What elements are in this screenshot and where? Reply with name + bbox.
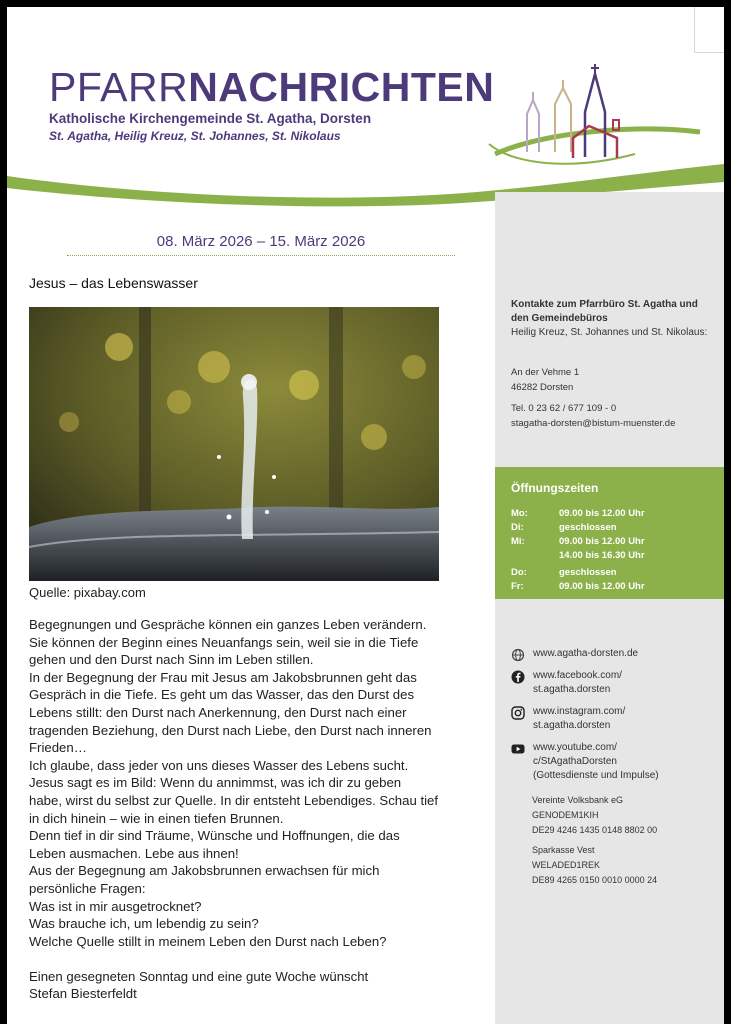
body-line: in dich hinein – wie in einen tiefen Brunnen. bbox=[29, 810, 284, 826]
globe-icon bbox=[511, 648, 525, 662]
body-line: Ich glaube, dass jeder von uns dieses Wasser des Lebens sucht. bbox=[29, 757, 409, 773]
bank-name: Sparkasse Vest bbox=[532, 845, 595, 855]
address-street: An der Vehme 1 bbox=[511, 367, 580, 378]
body-line: In der Begegnung der Frau mit Jesus am Jakobsbrunnen geht das bbox=[29, 669, 417, 685]
title-bold: NACHRICHTEN bbox=[188, 64, 495, 110]
title-thin: PFARR bbox=[49, 64, 189, 110]
facebook-icon bbox=[511, 670, 525, 684]
opening-hours-box bbox=[495, 467, 724, 599]
phone-number: Tel. 0 23 62 / 677 109 - 0 bbox=[511, 403, 617, 414]
body-line: tragenden Beziehung, den Durst nach Liebe, den Durst nach inneren bbox=[29, 722, 432, 738]
body-line: Begegnungen und Gespräche können ein ganzes Leben verändern. bbox=[29, 617, 427, 632]
hours-row: Mo: 09.00 bis 12.00 Uhr bbox=[511, 508, 645, 519]
body-line: Lebens stillt: den Durst nach Anerkennung, den Durst nach einer bbox=[29, 704, 407, 720]
hours-row: Fr: 09.00 bis 12.00 Uhr bbox=[511, 581, 645, 592]
bank-name: Vereinte Volksbank eG bbox=[532, 795, 624, 805]
hours-row: Di: geschlossen bbox=[511, 522, 617, 533]
article-body bbox=[29, 616, 489, 1003]
instagram-icon bbox=[511, 706, 525, 720]
page-corner-box bbox=[694, 7, 724, 53]
email-link[interactable]: stagatha-dorsten@bistum-muenster.de bbox=[511, 418, 676, 429]
photo-caption: Quelle: pixabay.com bbox=[29, 585, 146, 600]
youtube-icon bbox=[511, 742, 525, 756]
body-line: Frieden… bbox=[29, 740, 87, 756]
body-line: Aus der Begegnung am Jakobsbrunnen erwachsen für mich bbox=[29, 863, 380, 879]
contact-subtitle: Heilig Kreuz, St. Johannes und St. Nikolaus: bbox=[511, 327, 708, 338]
bank-iban: DE29 4246 1435 0148 8802 00 bbox=[532, 825, 658, 835]
article-heading: Jesus – das Lebenswasser bbox=[29, 275, 198, 291]
body-line: gehen und den Durst nach Sinn im Leben stillen. bbox=[29, 652, 314, 668]
hours-row: 14.00 bis 16.30 Uhr bbox=[559, 550, 645, 561]
bank-bic: WELADED1REK bbox=[532, 860, 601, 870]
body-line: Denn tief in dir sind Träume, Wünsche und Hoffnungen, die das bbox=[29, 828, 400, 844]
closing-line: Einen gesegneten Sonntag und eine gute Woche wünscht bbox=[29, 968, 369, 984]
bank-account-2 bbox=[532, 843, 657, 888]
bank-account-1 bbox=[532, 793, 657, 838]
body-line: Gespräch in die Tiefe. Es geht um das Wasser, das den Durst des bbox=[29, 687, 415, 703]
body-line: Was ist in mir ausgetrocknet? bbox=[29, 898, 202, 914]
hours-row: Do: geschlossen bbox=[511, 567, 617, 578]
body-line: Sie können der Beginn eines Neuanfangs sein, weil sie in die Tiefe bbox=[29, 634, 419, 650]
parish-list: St. Agatha, Heilig Kreuz, St. Johannes, St. Nikolaus bbox=[49, 129, 341, 143]
body-line: persönliche Fragen: bbox=[29, 880, 146, 896]
date-range: 08. März 2026 – 15. März 2026 bbox=[67, 233, 455, 256]
parish-subtitle: Katholische Kirchengemeinde St. Agatha, Dorsten bbox=[49, 111, 372, 126]
hours-row: Mi: 09.00 bis 12.00 Uhr bbox=[511, 536, 645, 547]
contact-title: Kontakte zum Pfarrbüro St. Agatha und den Gemeindebüros bbox=[511, 299, 698, 324]
newsletter-title bbox=[49, 64, 495, 110]
body-line: habe, wirst du selbst zur Quelle. In dir entsteht Lebendiges. Schau tief bbox=[29, 792, 439, 808]
bank-iban: DE89 4265 0150 0010 0000 24 bbox=[532, 875, 658, 885]
address-block bbox=[511, 365, 721, 431]
body-line: Jesus sagt es im Bild: Wenn du annimmst, was ich dir zu geben bbox=[29, 775, 402, 791]
body-line: Leben ausmachen. Lebe aus ihnen! bbox=[29, 845, 239, 861]
bank-bic: GENODEM1KIH bbox=[532, 810, 599, 820]
author-name: Stefan Biesterfeldt bbox=[29, 986, 137, 1002]
bulletin-page: PFARRNACHRICHTEN Katholische Kirchengemeinde St. Agatha, Dorsten St. Agatha, Heilig Kreuz, St. Johannes, St. Nikolaus 08. März 2026 – 15. März 2026 Jesus – das Lebenswasser Quelle: pixabay.com Begegnungen und Gespräche können ein ganzes Leben verändern. Sie können der Beginn eines Neuanfangs sein, weil sie in die Tiefe gehen und den Durst nach Sinn im Leben stillen. In der Begegnung der Frau mit Jesus am Jakobsbrunnen geht das Gespräch in die Tiefe. Es geht um das Wasser, das den Durst des Lebens stillt: den Durst nach Anerkennung, den Durst nach einer tragenden Beziehung, den Durst nach Liebe, den Durst nach inneren Frieden… Ich glaube, dass jeder von uns dieses Wasser des Lebens sucht. Jesus sagt es im Bild: Wenn du annimmst, was ich dir zu geben habe, wirst du selbst zur Quelle. In dir entsteht Lebendiges. Schau tief in dich hinein – wie in einen tiefen Brunnen. Denn tief in dir sind Träume, Wünsche und Hoffnungen, die das Leben ausmachen. Lebe aus ihnen! Aus der Begegnung am Jakobsbrunnen erwachsen für mich persönliche Fragen: Was ist in mir ausgetrocknet? Was brauche ich, um lebendig zu sein? Welche Quelle stillt in meinem Leben den Durst nach Leben? Einen gesegneten Sonntag und eine gute Woche wünscht Stefan Biesterfeldt Kontakte zum Pfarrbüro St. Agatha und den Gemeindebüros Heilig Kreuz, St. Johannes und St. Nikolaus: An der Vehme 1 46282 Dorsten Tel. 0 23 62 / 677 109 - 0 stagatha-dorsten@bistum-muenster.de Öffnungszeiten Mo: 09.00 bis 12.00 Uhr Di: geschlossen Mi: 09.00 bis 12.00 Uhr 14.00 bis 16.30 Uhr Do: geschlossen Fr: 09.00 bis 12.00 Uhr www.agatha-dorsten.de www.facebook.com/ st.agatha.dorsten www.instagram.com/ st.agatha.dorsten www.youtube.com/ c/StAgathaDorsten (Gottesdienste und Impulse) Vereinte Volksbank eG GENODEM1KIH DE29 4246 1435 0148 8802 00 Sparkasse Vest WELADED1REK DE89 4265 0150 0010 0000 24 bbox=[7, 7, 724, 1024]
fountain-photo bbox=[29, 307, 439, 581]
address-city: 46282 Dorsten bbox=[511, 382, 574, 393]
body-line: Welche Quelle stillt in meinem Leben den Durst nach Leben? bbox=[29, 933, 387, 949]
hours-title: Öffnungszeiten bbox=[511, 481, 599, 495]
body-line: Was brauche ich, um lebendig zu sein? bbox=[29, 916, 259, 932]
